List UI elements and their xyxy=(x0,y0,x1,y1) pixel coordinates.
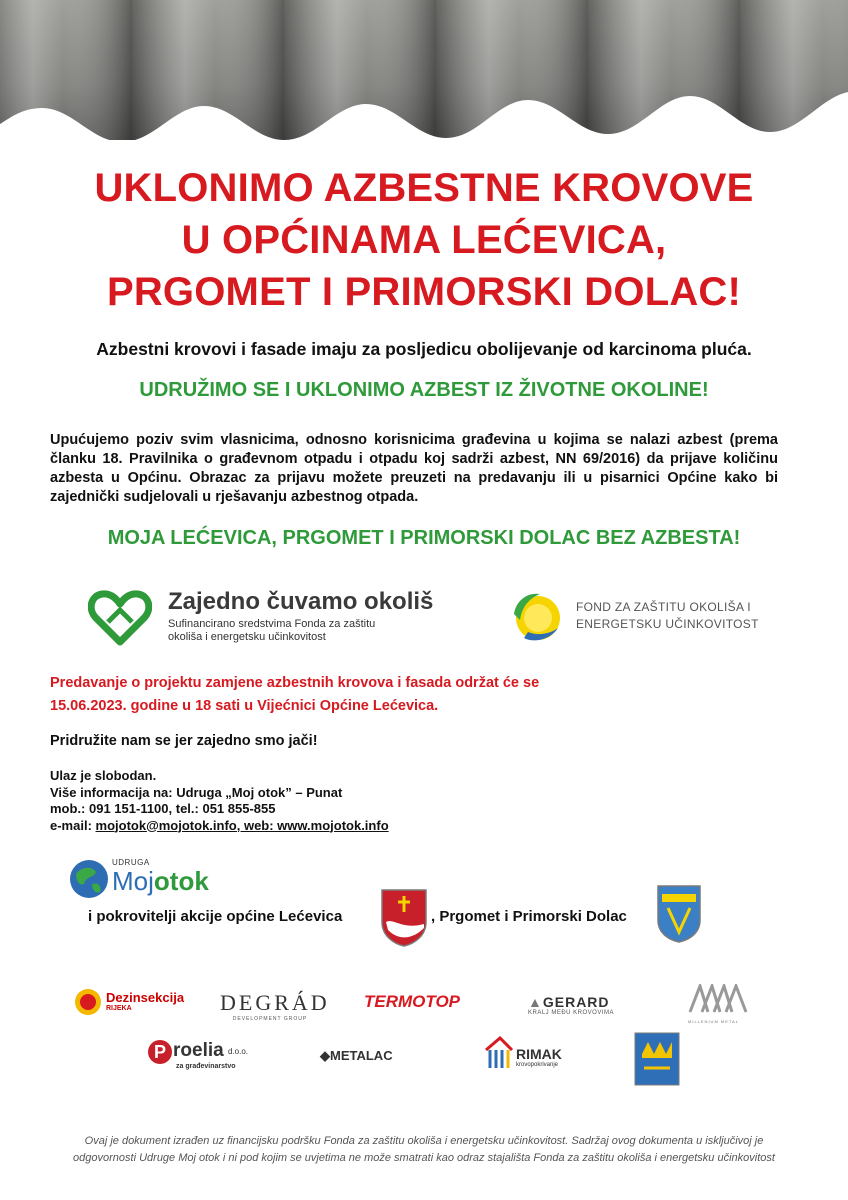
gerard-text-wrap xyxy=(528,994,628,1010)
gerard-text: GERARD xyxy=(542,994,610,1010)
moj-otok-logo xyxy=(68,858,238,903)
gerard-sub: KRALJ MEĐU KROVOVIMA xyxy=(528,1010,615,1016)
intro-text: Azbestni krovovi i fasade imaju za posljedicu obolijevanje od karcinoma pluća. xyxy=(96,339,752,359)
lecture-line-2: 15.06.2023. godine u 18 sati u Vijećnici Općine Lećevica. xyxy=(50,698,439,714)
moj-otok-moj: Moj xyxy=(112,866,154,896)
sponsors-line-part-2: , Prgomet i Primorski Dolac xyxy=(431,908,627,925)
proelia-badge-icon: P xyxy=(148,1040,172,1064)
phone-numbers: mob.: 091 151-1100, tel.: 051 855-855 xyxy=(50,801,276,816)
gerard-roof-icon: ▲ xyxy=(528,994,543,1010)
headline-line-2: U OPĆINAMA LEĆEVICA, xyxy=(181,218,667,262)
metalac-text-wrap xyxy=(320,1048,420,1064)
slogan-without-asbestos: MOJA LEĆEVICA, PRGOMET I PRIMORSKI DOLAC BEZ AZBESTA! xyxy=(107,527,741,549)
headline xyxy=(0,162,848,318)
rimak-logo xyxy=(484,1036,574,1076)
prgomet-coat-of-arms-icon xyxy=(656,884,702,944)
headline-line-3: PRGOMET I PRIMORSKI DOLAC! xyxy=(106,270,742,314)
degrad-logo xyxy=(220,990,332,1030)
join-us-text: Pridružite nam se jer zajedno smo jači! xyxy=(50,733,318,749)
footer-line-1: Ovaj je dokument izrađen uz financijsku podršku Fonda za zaštitu okoliša i energetsku učinkovitost. Sadržaj ovog dokumenta u isključivoj je xyxy=(84,1135,764,1147)
zajedno-title: Zajedno čuvamo okoliš xyxy=(168,588,434,615)
metalac-logo xyxy=(320,1048,420,1072)
lecture-announcement xyxy=(50,672,610,718)
lecture-line-1: Predavanje o projektu zamjene azbestnih krovova i fasada održat će se xyxy=(50,675,540,691)
fond-logo xyxy=(506,586,786,646)
millenium-sub: MILLENIUM METAL xyxy=(688,1019,739,1024)
email-web-line xyxy=(50,818,389,835)
rimak-roof-icon xyxy=(484,1036,514,1070)
zajedno-subtitle xyxy=(168,618,428,644)
fond-text xyxy=(576,599,759,633)
dezinsekcija-badge-icon xyxy=(74,988,102,1016)
more-info: Više informacija na: Udruga „Moj otok” – Punat xyxy=(50,784,343,800)
rimak-sub: krovopokrivanje xyxy=(516,1062,559,1068)
dezinsekcija-sub: RIJEKA xyxy=(106,1005,132,1012)
headline-line-1: UKLONIMO AZBESTNE KROVOVE xyxy=(94,166,754,210)
degrad-text: DEGRÁD xyxy=(220,990,330,1015)
sun-globe-icon xyxy=(506,586,568,648)
proelia-sub: za građevinarstvo xyxy=(176,1063,236,1070)
millenium-metal-logo xyxy=(688,984,748,1024)
rimak-text: RIMAK xyxy=(516,1046,562,1062)
termotop-logo xyxy=(364,992,474,1022)
footer-disclaimer xyxy=(30,1133,818,1167)
email-web-link[interactable]: mojotok@mojotok.info, web: www.mojotok.info xyxy=(95,817,389,833)
slogan-unite: UDRUŽIMO SE I UKLONIMO AZBEST IZ ŽIVOTNE OKOLINE! xyxy=(139,379,709,401)
proelia-text: roelia xyxy=(173,1040,224,1061)
proelia-doo: d.o.o. xyxy=(228,1047,249,1056)
degrad-sub: DEVELOPMENT GROUP xyxy=(232,1016,308,1022)
zajedno-subtitle-line-1: Sufinancirano sredstvima Fonda za zaštitu xyxy=(168,618,376,630)
zajedno-subtitle-line-2: okoliša i energetsku učinkovitost xyxy=(168,631,326,643)
heart-recycle-icon xyxy=(88,588,152,648)
globe-icon xyxy=(68,858,110,900)
metalac-diamond-icon: ◆ xyxy=(320,1048,330,1063)
moj-otok-small: UDRUGA xyxy=(112,858,150,867)
moj-otok-otok: otok xyxy=(153,866,209,896)
gerard-logo xyxy=(528,994,628,1020)
sponsors-line-part-1: i pokrovitelji akcije općine Lećevica xyxy=(88,908,343,925)
termotop-text: TERMOTOP xyxy=(364,992,461,1011)
lecevica-coat-of-arms-icon xyxy=(380,888,428,948)
millenium-metal-mark-icon xyxy=(688,984,748,1014)
metalac-text: METALAC xyxy=(330,1048,393,1063)
fond-line-2: ENERGETSKU UČINKOVITOST xyxy=(576,617,759,631)
dezinsekcija-text: Dezinsekcija xyxy=(106,990,185,1005)
invitation-paragraph: Upućujemo poziv svim vlasnicima, odnosno korisnicima građevina u kojima se nalazi azbest (prema članku 18. Pravilnika o građevnom otpadu i otpadu koj sadrži azbest, NN 69/2016) da prijave količinu azbesta u Općinu. Obrazac za prijavu možete preuzeti na predavanju ili u pisarnici Općine kako bi zajednički sudjelovali u rješavanju azbestnog otpada. xyxy=(50,432,778,505)
fond-line-1: FOND ZA ZAŠTITU OKOLIŠA I xyxy=(576,600,751,614)
contact-info xyxy=(50,768,389,834)
zajedno-cuvamo-okolis-logo xyxy=(88,588,488,648)
moj-otok-name xyxy=(112,866,209,897)
email-label: e-mail: xyxy=(50,817,96,833)
entry-free: Ulaz je slobodan. xyxy=(50,768,157,783)
corrugated-roof-image xyxy=(0,0,848,140)
proelia-logo xyxy=(148,1040,258,1074)
footer-line-2: odgovornosti Udruge Moj otok i ni pod kojim se uvjetima ne može smatrati kao odraz stajališta Fonda za zaštitu okoliša i energetsku učinkovitost xyxy=(73,1152,775,1164)
primorski-dolac-coat-of-arms-icon xyxy=(634,1032,680,1086)
dezinsekcija-logo xyxy=(74,988,204,1018)
